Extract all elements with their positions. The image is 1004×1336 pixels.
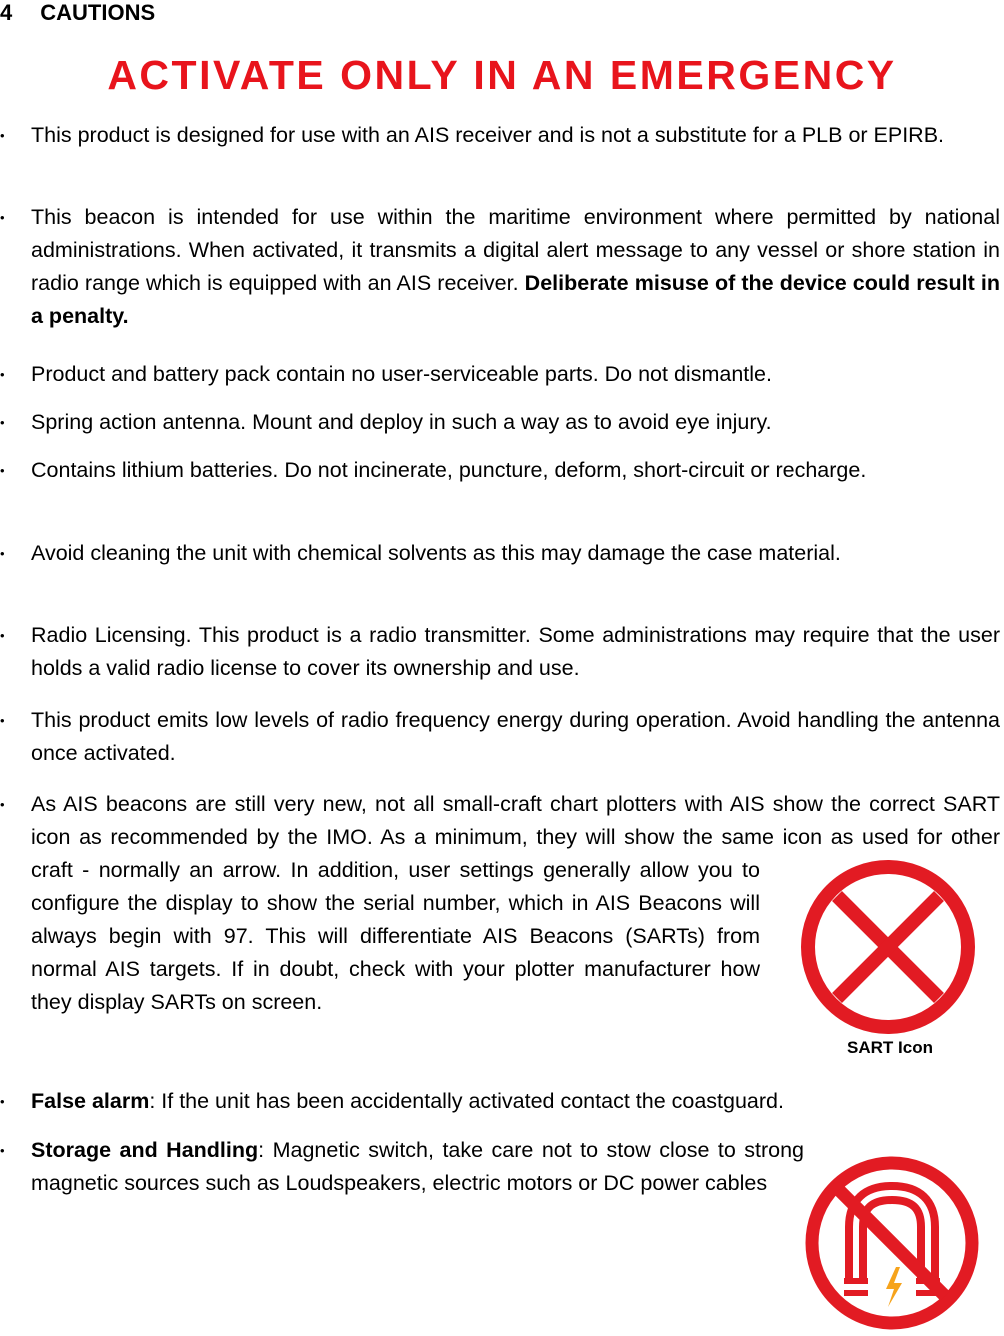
caution-item <box>0 358 1000 391</box>
caution-text: This product is designed for use with an AIS receiver and is not a substitute for a PLB or EPIRB. <box>31 123 945 147</box>
bullet-icon: • <box>0 1094 5 1109</box>
bullet-icon: • <box>0 797 5 812</box>
caution-text: Radio Licensing. This product is a radio transmitter. Some administrations may require that the user holds a valid radio license to cover its ownership and use. <box>31 623 1000 680</box>
bullet-icon: • <box>0 210 5 225</box>
caution-text: This beacon is intended for use within the maritime environment where permitted by national administrations. When activated, it transmits a digital alert message to any vessel or shore station in radio range which is equipped with an AIS receiver. <box>31 205 1000 295</box>
bullet-icon: • <box>0 415 5 430</box>
bullet-icon: • <box>0 367 5 382</box>
misuse-penalty-warning: Deliberate misuse of the device could result in a penalty. <box>31 271 1000 328</box>
caution-item <box>0 406 1000 439</box>
caution-item <box>0 119 1000 152</box>
section-title: CAUTIONS <box>40 0 156 25</box>
section-heading <box>0 0 155 30</box>
caution-item <box>0 1134 804 1200</box>
bullet-icon: • <box>0 546 5 561</box>
bullet-icon: • <box>0 128 5 143</box>
magnet-warning-figure <box>804 1155 980 1331</box>
caution-text: As AIS beacons are still very new, not all small-craft chart plotters with AIS show the correct SART icon as recommended by the IMO. As a minimum, they will show the same icon as used for other craft - normally an arrow. In addition, user settings generally allow you to configure the display to show the serial number, which in AIS Beacons will always begin with 97. This will differentiate AIS Beacons (SARTs) from normal AIS targets. If in doubt, check with your plotter manufacturer how they display SARTs on screen. <box>31 792 1000 1014</box>
caution-item <box>0 619 1000 685</box>
caution-text: Avoid cleaning the unit with chemical solvents as this may damage the case material. <box>31 541 841 565</box>
section-number: 4 <box>0 0 13 25</box>
caution-item <box>0 1085 1000 1118</box>
caution-item <box>0 537 1000 570</box>
false-alarm-label: False alarm <box>31 1089 150 1113</box>
caution-item <box>0 454 1000 487</box>
caution-text: : Magnetic switch, take care not to stow close to strong magnetic sources such as Loudspeakers, electric motors or DC power cables <box>31 1138 804 1195</box>
caution-text: : If the unit has been accidentally activated contact the coastguard. <box>149 1089 784 1113</box>
bullet-icon: • <box>0 463 5 478</box>
sart-icon-caption: SART Icon <box>847 1038 933 1057</box>
emergency-warning: ACTIVATE ONLY IN AN EMERGENCY <box>107 52 897 98</box>
sart-icon-figure <box>795 858 985 1063</box>
sart-crossed-circle-icon <box>795 858 985 1040</box>
caution-item <box>0 201 1000 333</box>
no-magnet-icon <box>804 1155 980 1331</box>
caution-item <box>0 704 1000 770</box>
bullet-icon: • <box>0 713 5 728</box>
storage-handling-label: Storage and Handling <box>31 1138 259 1162</box>
caution-text: This product emits low levels of radio frequency energy during operation. Avoid handling the antenna once activated. <box>31 708 1000 765</box>
bullet-icon: • <box>0 628 5 643</box>
caution-text: Spring action antenna. Mount and deploy in such a way as to avoid eye injury. <box>31 410 772 434</box>
bullet-icon: • <box>0 1143 5 1158</box>
caution-text: Contains lithium batteries. Do not incinerate, puncture, deform, short-circuit or recharge. <box>31 458 867 482</box>
caution-text: Product and battery pack contain no user-serviceable parts. Do not dismantle. <box>31 362 772 386</box>
